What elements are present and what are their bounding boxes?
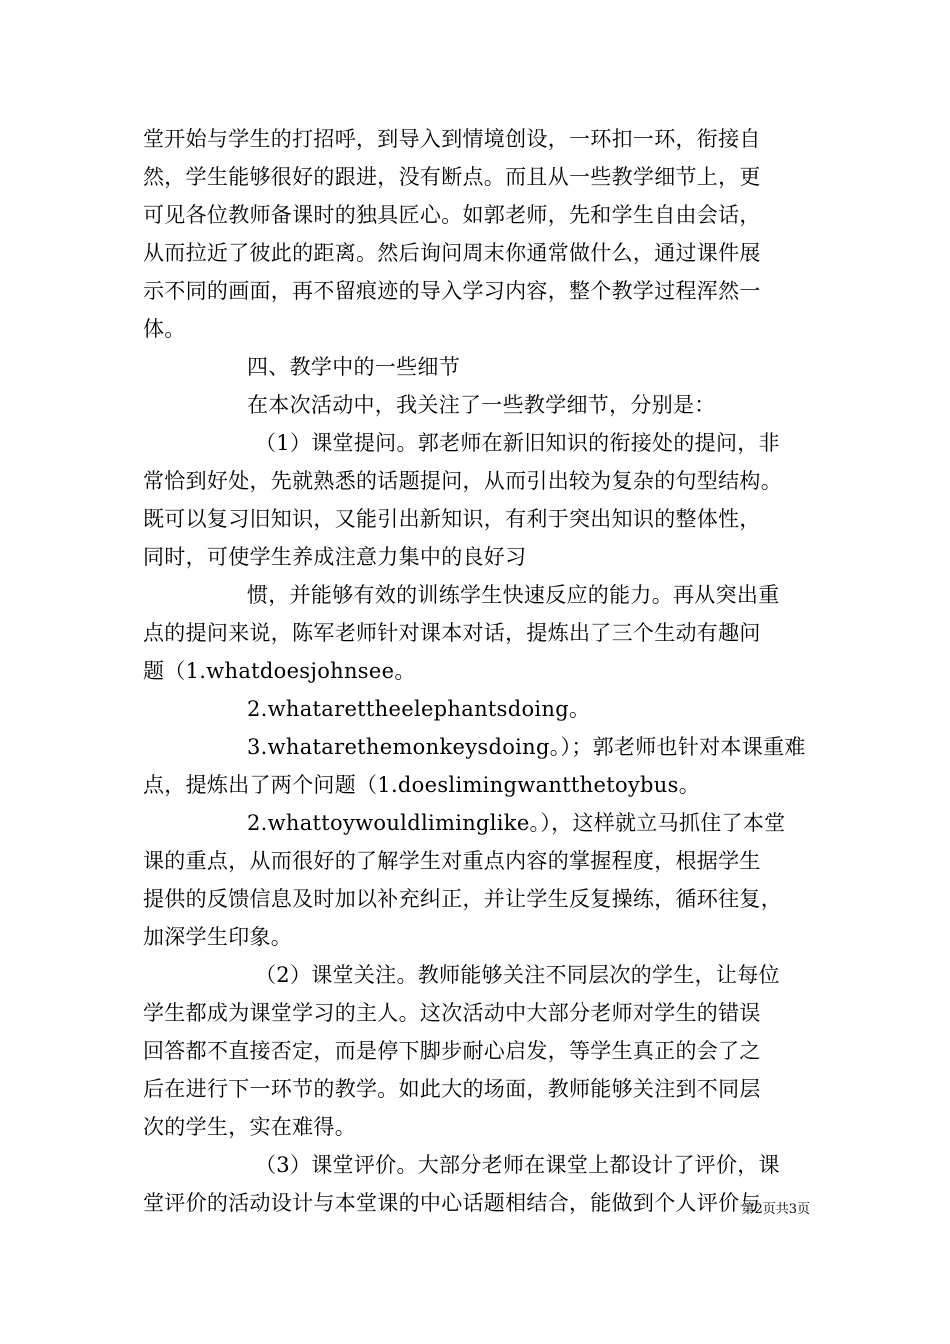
text-line: 同时，可使学生养成注意力集中的良好习 bbox=[143, 545, 527, 569]
section-heading: 四、教学中的一些细节 bbox=[247, 355, 460, 379]
text-line: 体。 bbox=[143, 317, 186, 341]
text-line: （2）课堂关注。教师能够关注不同层次的学生，让每位 bbox=[255, 963, 780, 987]
text-line: 在本次活动中，我关注了一些教学细节，分别是： bbox=[247, 393, 716, 417]
text-line: 堂评价的活动设计与本堂课的中心话题相结合，能做到个人评价与 bbox=[143, 1191, 761, 1215]
text-line: 2.whatarettheelephantsdoing。 bbox=[247, 697, 591, 721]
text-line: 题（1.whatdoesjohnsee。 bbox=[143, 659, 416, 683]
text-line: 可见各位教师备课时的独具匠心。如郭老师，先和学生自由会话， bbox=[143, 203, 761, 227]
text-line: （1）课堂提问。郭老师在新旧知识的衔接处的提问，非 bbox=[255, 431, 780, 455]
text-line: 既可以复习旧知识，又能引出新知识，有利于突出知识的整体性， bbox=[143, 507, 761, 531]
text-line: 3.whatarethemonkeysdoing。）；郭老师也针对本课重难 bbox=[247, 735, 806, 759]
text-line: 回答都不直接否定，而是停下脚步耐心启发，等学生真正的会了之 bbox=[143, 1039, 761, 1063]
text-line: 堂开始与学生的打招呼，到导入到情境创设，一环扣一环，衔接自 bbox=[143, 127, 761, 151]
text-line: 常恰到好处，先就熟悉的话题提问，从而引出较为复杂的句型结构。 bbox=[143, 469, 782, 493]
text-line: 点，提炼出了两个问题（1.doeslimingwantthetoybus。 bbox=[143, 773, 700, 797]
text-line: 然，学生能够很好的跟进，没有断点。而且从一些教学细节上，更 bbox=[143, 165, 761, 189]
text-line: 从而拉近了彼此的距离。然后询问周末你通常做什么，通过课件展 bbox=[143, 241, 761, 265]
text-line: 后在进行下一环节的教学。如此大的场面，教师能够关注到不同层 bbox=[143, 1077, 761, 1101]
page-number: 第2页共3页 bbox=[741, 1202, 810, 1217]
document-body bbox=[143, 120, 813, 1222]
text-line: 示不同的画面，再不留痕迹的导入学习内容，整个教学过程浑然一 bbox=[143, 279, 761, 303]
text-line: 点的提问来说，陈军老师针对课本对话，提炼出了三个生动有趣问 bbox=[143, 621, 761, 645]
text-line: 提供的反馈信息及时加以补充纠正，并让学生反复操练，循环往复， bbox=[143, 887, 782, 911]
text-line: 惯，并能够有效的训练学生快速反应的能力。再从突出重 bbox=[247, 583, 780, 607]
text-line: 学生都成为课堂学习的主人。这次活动中大部分老师对学生的错误 bbox=[143, 1001, 761, 1025]
text-line: （3）课堂评价。大部分老师在课堂上都设计了评价，课 bbox=[255, 1153, 780, 1177]
text-line: 次的学生，实在难得。 bbox=[143, 1115, 356, 1139]
text-line: 课的重点，从而很好的了解学生对重点内容的掌握程度，根据学生 bbox=[143, 849, 761, 873]
text-line: 加深学生印象。 bbox=[143, 925, 293, 949]
text-line: 2.whattoywouldliminglike。），这样就立马抓住了本堂 bbox=[247, 811, 786, 835]
